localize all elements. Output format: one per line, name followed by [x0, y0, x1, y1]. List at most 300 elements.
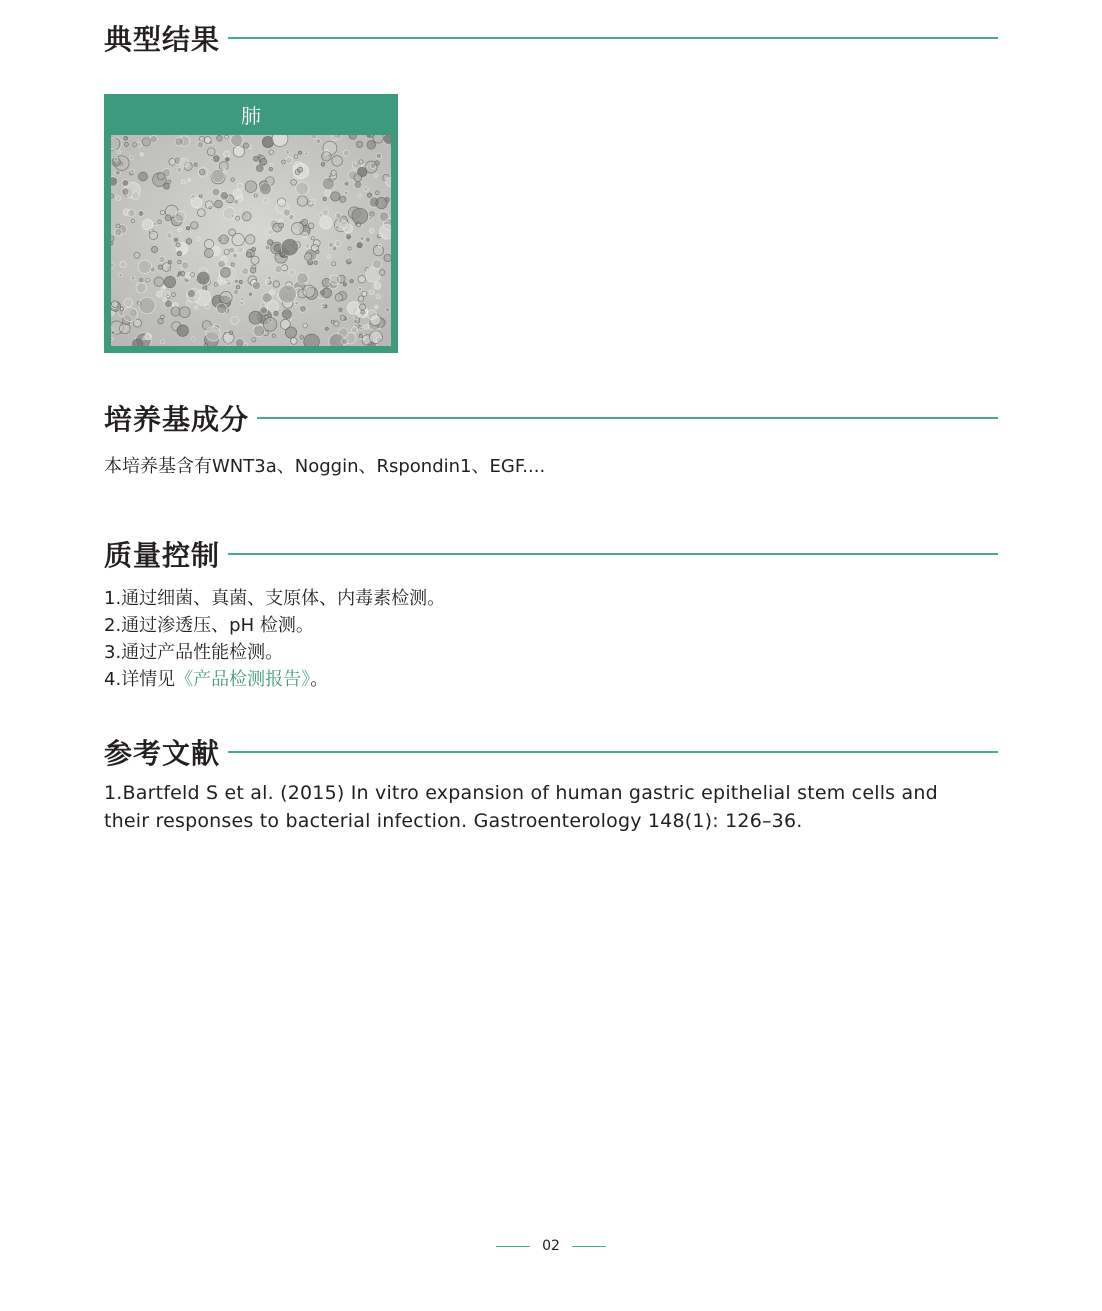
organoid-blob: [223, 207, 235, 219]
organoid-blob: [322, 177, 335, 190]
organoid-blob: [336, 213, 342, 219]
medium-description: 本培养基含有WNT3a、Noggin、Rspondin1、EGF....: [104, 456, 546, 477]
quality-item-4-prefix: 4.详情见: [104, 669, 176, 690]
result-image-card: [104, 94, 398, 353]
organoid-blob: [191, 197, 202, 208]
organoid-blob: [204, 344, 207, 347]
organoid-blob: [273, 281, 279, 287]
organoid-blob: [128, 209, 135, 216]
organoid-blob: [134, 252, 140, 258]
organoid-blob: [176, 243, 180, 247]
organoid-blob: [354, 323, 358, 327]
organoid-blob: [180, 271, 185, 276]
organoid-blob: [234, 199, 239, 204]
organoid-blob: [120, 323, 131, 334]
organoid-blob: [295, 302, 298, 305]
organoid-blob: [279, 223, 284, 228]
references-section-header: [104, 732, 998, 772]
organoid-blob: [357, 243, 362, 248]
organoid-blob: [200, 169, 205, 174]
organoid-blob: [314, 261, 317, 264]
organoid-blob: [285, 327, 296, 338]
organoid-blob: [348, 247, 351, 250]
organoid-blob: [372, 259, 381, 268]
organoid-blob: [349, 135, 356, 139]
organoid-blob: [268, 230, 273, 235]
organoid-blob: [131, 169, 134, 172]
organoid-blob: [149, 231, 157, 239]
organoid-blob: [197, 209, 205, 217]
organoid-blob: [311, 199, 315, 203]
organoid-blob: [178, 228, 182, 232]
organoid-blob: [111, 311, 114, 315]
organoid-blob: [275, 265, 282, 272]
organoid-blob: [196, 271, 210, 285]
organoid-blob: [343, 150, 349, 156]
organoid-blob: [137, 142, 142, 147]
organoid-blob: [297, 273, 308, 284]
organoid-blob: [246, 252, 251, 257]
organoid-blob: [164, 276, 175, 287]
organoid-blob: [187, 289, 195, 297]
medium-title: 培养基成分: [104, 403, 250, 436]
organoid-blob: [120, 307, 123, 310]
organoid-blob: [364, 187, 369, 192]
organoid-blob: [360, 327, 363, 330]
organoid-blob: [163, 297, 167, 301]
organoid-blob: [191, 273, 195, 277]
organoid-blob: [279, 285, 297, 303]
organoid-blob: [207, 148, 215, 156]
organoid-blob: [233, 289, 239, 295]
footer-line-left: [496, 1246, 530, 1247]
organoid-blob: [310, 135, 317, 139]
organoid-blob: [283, 209, 290, 216]
organoid-blob: [138, 260, 151, 273]
organoid-blob: [356, 141, 362, 147]
organoid-blob: [304, 334, 320, 346]
organoid-blob: [115, 170, 120, 175]
organoid-blob: [375, 161, 380, 166]
organoid-blob: [150, 267, 155, 272]
organoid-blob: [225, 135, 229, 139]
organoid-blob: [366, 267, 381, 282]
organoid-blob: [181, 179, 186, 184]
organoid-blob: [369, 216, 373, 220]
organoid-blob: [237, 247, 244, 254]
organoid-blob: [367, 193, 371, 197]
organoid-blob: [204, 137, 211, 144]
organoid-blob: [331, 170, 336, 175]
organoid-blob: [321, 163, 325, 167]
organoid-blob: [351, 327, 357, 333]
organoid-blob: [116, 224, 120, 228]
organoid-blob: [266, 279, 270, 283]
organoid-blob: [282, 160, 286, 164]
organoid-blob: [236, 286, 239, 289]
organoid-blob: [116, 196, 121, 201]
organoid-blob: [197, 141, 204, 148]
organoid-blob: [194, 163, 197, 166]
test-report-link[interactable]: 《产品检测报告》: [175, 669, 311, 690]
organoid-blob: [140, 279, 143, 282]
organoid-blob: [245, 235, 255, 245]
organoid-blob: [345, 233, 352, 240]
organoid-blob: [369, 229, 374, 234]
organoid-blob: [319, 213, 323, 217]
organoid-blob: [303, 285, 315, 297]
organoid-blob: [158, 220, 162, 224]
organoid-blob: [291, 338, 298, 345]
organoid-blob: [311, 237, 314, 240]
organoid-blob: [111, 262, 114, 268]
organoid-blob: [341, 338, 347, 344]
organoid-blob: [305, 244, 310, 249]
organoid-blob: [161, 340, 165, 344]
quality-section-header: [104, 534, 998, 574]
organoid-blob: [236, 216, 240, 220]
organoid-blob: [231, 214, 234, 217]
organoid-blob: [210, 158, 213, 161]
organoid-blob: [270, 164, 273, 167]
organoid-blob: [335, 241, 341, 247]
organoid-blob: [370, 212, 374, 216]
organoid-blob: [331, 320, 334, 323]
organoid-blob: [233, 146, 244, 157]
organoid-blob: [165, 292, 170, 297]
organoid-blob: [298, 167, 303, 172]
organoid-blob: [345, 191, 349, 195]
organoid-blob: [354, 315, 359, 320]
organoid-blob: [154, 277, 163, 286]
organoid-blob: [302, 232, 308, 238]
organoid-blob: [219, 162, 228, 171]
organoid-blob: [358, 276, 365, 283]
organoid-blob: [269, 150, 274, 155]
organoid-blob: [123, 307, 137, 321]
organoid-blob: [199, 136, 204, 141]
organoid-blob: [361, 310, 365, 314]
organoid-blob: [359, 160, 363, 164]
organoid-blob: [282, 310, 291, 319]
organoid-blob: [145, 333, 152, 340]
organoid-blob: [299, 305, 306, 312]
organoid-blob: [229, 229, 236, 236]
organoid-blob: [151, 246, 157, 252]
organoid-blob: [226, 158, 230, 162]
organoid-blob: [311, 244, 318, 251]
organoid-blob: [150, 136, 157, 143]
organoid-blob: [142, 138, 150, 146]
organoid-blob: [384, 254, 391, 261]
organoid-blob: [332, 262, 336, 266]
quality-item-4-suffix: 。: [310, 669, 329, 690]
organoid-blob: [239, 280, 242, 283]
organoid-blob: [322, 209, 328, 215]
organoid-blob: [231, 316, 239, 324]
organoid-blob: [168, 180, 171, 183]
quality-item-3: 3.通过产品性能检测。: [104, 642, 284, 663]
organoid-blob: [303, 323, 308, 328]
organoid-blob: [162, 263, 171, 272]
organoid-blob: [304, 253, 311, 260]
organoid-blob: [217, 135, 223, 141]
organoid-blob: [259, 183, 271, 195]
organoid-blob: [348, 257, 352, 261]
organoid-blob: [248, 292, 252, 296]
organoid-blob: [179, 307, 190, 318]
references-title: 参考文献: [104, 737, 221, 770]
organoid-blob: [249, 311, 262, 324]
organoid-blob: [367, 310, 377, 320]
organoid-blob: [206, 326, 221, 341]
page-number: 02: [542, 1238, 560, 1254]
organoid-blob: [133, 143, 137, 147]
organoid-blob: [380, 225, 391, 240]
organoid-blob: [139, 172, 148, 181]
organoid-blob: [374, 174, 377, 177]
medium-title-rule: [257, 417, 998, 419]
organoid-blob: [322, 152, 332, 162]
organoid-blob: [139, 297, 156, 314]
organoid-blob: [340, 315, 345, 320]
organoid-blob: [242, 268, 249, 275]
organoid-blob: [251, 247, 255, 251]
organoid-blob: [186, 239, 192, 245]
organoid-blob: [294, 155, 298, 159]
organoid-blob: [124, 298, 133, 307]
organoid-blob: [323, 197, 326, 200]
organoid-blob: [261, 159, 267, 165]
organoid-blob: [325, 190, 331, 196]
organoid-blob: [280, 219, 283, 222]
result-card-label: 肺: [241, 104, 261, 128]
organoid-blob: [359, 334, 363, 338]
organoid-blob: [367, 141, 376, 150]
organoid-blob: [300, 336, 303, 339]
organoid-blob: [296, 182, 309, 195]
organoid-blob: [252, 338, 256, 342]
organoid-blob: [359, 304, 365, 310]
organoid-blob: [131, 219, 134, 222]
organoid-blob: [167, 233, 172, 238]
organoid-blob: [376, 153, 381, 158]
organoid-blob: [362, 291, 367, 296]
organoid-blob: [376, 294, 381, 299]
organoid-blob: [199, 195, 202, 198]
organoid-blob: [224, 249, 229, 254]
organoid-blob: [269, 319, 272, 322]
organoid-blob: [205, 304, 209, 308]
organoid-blob: [263, 198, 268, 203]
organoid-blob: [220, 192, 229, 201]
organoid-blob: [379, 212, 389, 222]
organoid-blob: [252, 281, 260, 289]
organoid-blob: [352, 208, 368, 224]
organoid-blob: [343, 283, 346, 286]
organoid-blob: [158, 319, 163, 324]
organoid-blob: [146, 278, 150, 282]
organoid-blob: [240, 301, 244, 305]
organoid-blob: [251, 268, 256, 273]
organoid-blob: [272, 334, 275, 337]
organoid-blob: [270, 290, 275, 295]
organoid-blob: [241, 297, 244, 300]
organoid-blob: [111, 177, 118, 187]
medium-section-header: [104, 398, 998, 438]
organoid-blob: [124, 136, 128, 140]
organoid-blob: [119, 274, 122, 277]
organoid-blob: [175, 137, 183, 145]
organoid-blob: [181, 262, 189, 270]
organoid-blob: [130, 156, 133, 159]
organoid-blob: [177, 167, 182, 172]
organoid-micrograph: [111, 135, 391, 346]
organoid-blob: [298, 151, 301, 154]
organoid-blob: [332, 156, 343, 167]
organoid-blob: [365, 237, 370, 242]
quality-item-2: 2.通过渗透压、pH 检测。: [104, 615, 314, 636]
results-title: 典型结果: [104, 23, 221, 56]
organoid-blob: [358, 194, 362, 198]
organoid-blob: [265, 245, 270, 250]
organoid-blob: [251, 256, 259, 264]
organoid-blob: [316, 139, 320, 143]
organoid-blob: [321, 304, 324, 307]
organoid-blob: [328, 242, 333, 247]
organoid-blob: [327, 255, 331, 259]
organoid-blob: [133, 339, 143, 346]
organoid-blob: [286, 157, 293, 164]
organoid-blob: [191, 222, 198, 229]
organoid-blob: [379, 244, 382, 247]
organoid-blob: [175, 211, 186, 222]
organoid-blob: [320, 216, 333, 229]
organoid-blob: [253, 325, 265, 337]
organoid-blob: [114, 158, 118, 162]
organoid-blob: [171, 293, 175, 297]
organoid-blob: [237, 183, 243, 189]
organoid-blob: [159, 256, 166, 263]
organoid-blob: [233, 189, 242, 198]
quality-title: 质量控制: [104, 539, 221, 572]
organoid-blob: [325, 327, 328, 330]
organoid-blob: [212, 188, 220, 196]
organoid-blob: [360, 237, 364, 241]
organoid-blob: [344, 181, 349, 186]
organoid-blob: [358, 296, 363, 301]
organoid-blob: [331, 192, 340, 201]
organoid-blob: [269, 167, 272, 170]
organoid-blob: [308, 223, 314, 229]
organoid-blob: [224, 151, 230, 157]
organoid-blob: [386, 308, 390, 312]
organoid-blob: [242, 212, 251, 221]
organoid-blob: [245, 181, 257, 193]
organoid-blob: [339, 308, 342, 311]
organoid-blob: [335, 294, 343, 302]
organoid-blob: [376, 197, 387, 208]
organoid-blob: [291, 222, 303, 234]
organoid-blob: [178, 260, 181, 263]
organoid-blob: [369, 290, 374, 295]
organoid-blob: [229, 331, 233, 335]
organoid-blob: [161, 288, 165, 292]
organoid-blob: [285, 150, 289, 154]
organoid-blob: [165, 215, 171, 221]
organoid-blob: [218, 238, 221, 241]
organoid-blob: [177, 325, 188, 336]
organoid-blob: [112, 301, 119, 308]
organoid-blob: [111, 338, 113, 341]
organoid-blob: [204, 249, 213, 258]
organoid-blob: [274, 311, 278, 315]
organoid-blob: [291, 179, 297, 185]
organoid-blob: [373, 245, 383, 255]
quality-item-1: 1.通过细菌、真菌、支原体、内毒素检测。: [104, 588, 446, 609]
organoid-blob: [249, 207, 252, 210]
organoid-blob: [386, 177, 392, 186]
organoid-blob: [160, 210, 164, 214]
organoid-blob: [215, 200, 223, 208]
organoid-blob: [136, 283, 146, 293]
organoid-blob: [374, 282, 381, 289]
organoid-blob: [359, 288, 362, 291]
organoid-blob: [115, 228, 123, 236]
organoid-blob: [350, 280, 353, 283]
quality-title-rule: [228, 553, 998, 555]
organoid-blob: [118, 151, 121, 154]
organoid-blob: [124, 142, 128, 146]
organoid-blob: [289, 269, 295, 275]
organoid-blob: [234, 279, 238, 283]
organoid-blob: [336, 226, 339, 229]
organoid-blob: [157, 173, 164, 180]
organoid-blob: [376, 191, 380, 195]
organoid-blob: [142, 219, 153, 230]
organoid-blob: [156, 291, 162, 297]
organoid-blob: [120, 261, 126, 267]
organoid-blob: [111, 331, 115, 335]
organoid-blob: [111, 194, 114, 198]
results-section-header: [104, 18, 998, 58]
organoid-blob: [375, 305, 378, 308]
organoid-blob: [231, 135, 243, 146]
organoid-blob: [140, 153, 143, 156]
results-title-rule: [228, 37, 998, 39]
organoid-blob: [280, 252, 285, 257]
organoid-blob: [186, 227, 189, 230]
organoid-blob: [341, 221, 348, 228]
page-footer: [496, 1236, 606, 1256]
organoid-blob: [260, 307, 267, 314]
organoid-blob: [213, 156, 219, 162]
organoid-blob: [305, 152, 309, 156]
reference-entry-1: 1.Bartfeld S et al. (2015) In vitro expansion of human gastric epithelial stem cells and their responses to bacterial infection. Gastroenterology 148(1): 126–36.: [104, 782, 938, 832]
organoid-blob: [197, 237, 200, 240]
organoid-blob: [131, 276, 135, 280]
organoid-blob: [194, 306, 197, 309]
organoid-blob: [226, 343, 229, 346]
organoid-blob: [255, 164, 264, 173]
organoid-blob: [153, 222, 157, 226]
organoid-blob: [370, 331, 383, 344]
organoid-blob: [320, 290, 324, 294]
organoid-blob: [214, 283, 218, 287]
organoid-blob: [340, 196, 346, 202]
organoid-blob: [231, 178, 235, 182]
organoid-blob: [216, 303, 227, 314]
